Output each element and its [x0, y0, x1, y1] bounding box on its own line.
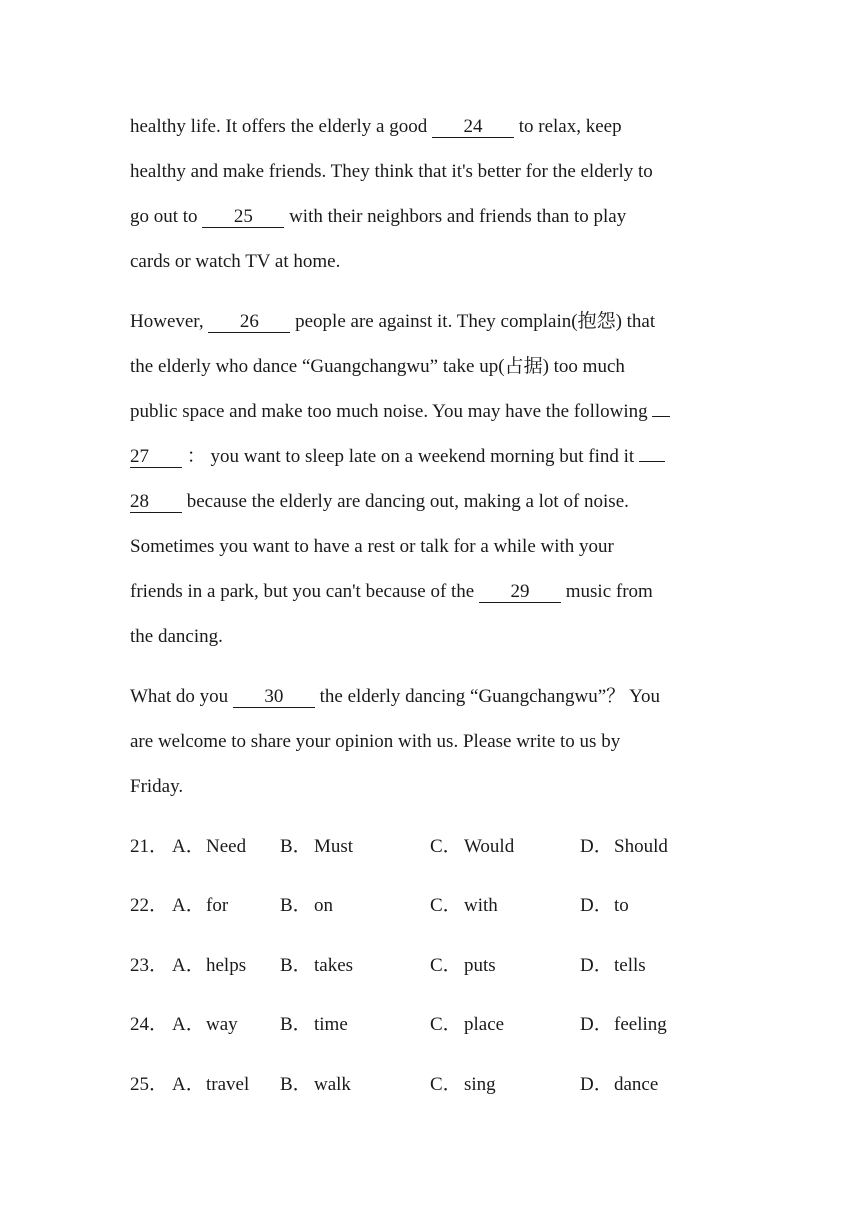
passage-line-4: cards or watch TV at home.	[130, 251, 341, 272]
text: to relax, keep	[518, 116, 622, 137]
text: with their neighbors and friends than to play	[289, 206, 627, 227]
passage-line-5	[130, 310, 655, 334]
blank-27: 27	[130, 447, 182, 468]
passage-line-14: are welcome to share your opinion with us. Please write to us by	[130, 731, 621, 752]
question-number: 24．	[130, 1014, 169, 1035]
passage-line-1	[130, 115, 622, 139]
passage-line-6: the elderly who dance “Guangchangwu” take up(占据) too much	[130, 356, 625, 377]
blank-27-start	[652, 416, 670, 417]
option-d[interactable]: D．tells	[580, 955, 646, 976]
option-d[interactable]: D．dance	[580, 1074, 659, 1095]
passage-line-10: Sometimes you want to have a rest or talk for a while with your	[130, 536, 614, 557]
question-number: 23．	[130, 955, 169, 976]
option-c[interactable]: C． sing	[430, 1074, 496, 1095]
text: What do you	[130, 686, 229, 707]
passage-line-13	[130, 685, 660, 709]
option-d[interactable]: D．Should	[580, 836, 668, 857]
blank-26: 26	[208, 312, 290, 333]
question-number: 25．	[130, 1074, 169, 1095]
option-b[interactable]: B． on	[280, 895, 333, 916]
blank-29: 29	[479, 582, 561, 603]
option-a[interactable]: A．way	[172, 1014, 238, 1035]
blank-25: 25	[202, 207, 284, 228]
option-c[interactable]: C． Would	[430, 836, 515, 857]
option-c[interactable]: C． puts	[430, 955, 496, 976]
text: ： you want to sleep late on a weekend morning but find it	[186, 446, 635, 467]
question-number: 21．	[130, 836, 169, 857]
passage-line-15: Friday.	[130, 776, 184, 797]
blank-24: 24	[432, 117, 514, 138]
option-a[interactable]: A．travel	[172, 1074, 250, 1095]
passage-line-11	[130, 580, 653, 604]
question-number: 22．	[130, 895, 169, 916]
option-d[interactable]: D．feeling	[580, 1014, 667, 1035]
text: healthy life. It offers the elderly a good	[130, 116, 428, 137]
text: the elderly dancing “Guangchangwu”？ You	[319, 686, 660, 707]
passage-line-9	[130, 490, 629, 514]
text: go out to	[130, 206, 198, 227]
passage-line-8	[130, 445, 665, 469]
text: However,	[130, 311, 204, 332]
option-b[interactable]: B． Must	[280, 836, 354, 857]
option-a[interactable]: A．Need	[172, 836, 247, 857]
option-b[interactable]: B． time	[280, 1014, 348, 1035]
option-c[interactable]: C． place	[430, 1014, 505, 1035]
option-a[interactable]: A．helps	[172, 955, 247, 976]
text: people are against it. They complain(抱怨) that	[295, 311, 656, 332]
passage-line-12: the dancing.	[130, 626, 223, 647]
text: public space and make too much noise. You may have the following	[130, 401, 648, 422]
option-d[interactable]: D．to	[580, 895, 629, 916]
passage-line-7	[130, 400, 670, 424]
text: because the elderly are dancing out, making a lot of noise.	[186, 491, 629, 512]
blank-30: 30	[233, 687, 315, 708]
passage-line-3	[130, 205, 626, 229]
text: music from	[565, 581, 653, 602]
blank-28-start	[639, 461, 665, 462]
text: friends in a park, but you can't because of the	[130, 581, 475, 602]
option-a[interactable]: A．for	[172, 895, 229, 916]
option-b[interactable]: B． takes	[280, 955, 354, 976]
passage-line-2: healthy and make friends. They think that it's better for the elderly to	[130, 161, 653, 182]
option-b[interactable]: B． walk	[280, 1074, 351, 1095]
option-c[interactable]: C． with	[430, 895, 498, 916]
blank-28: 28	[130, 492, 182, 513]
